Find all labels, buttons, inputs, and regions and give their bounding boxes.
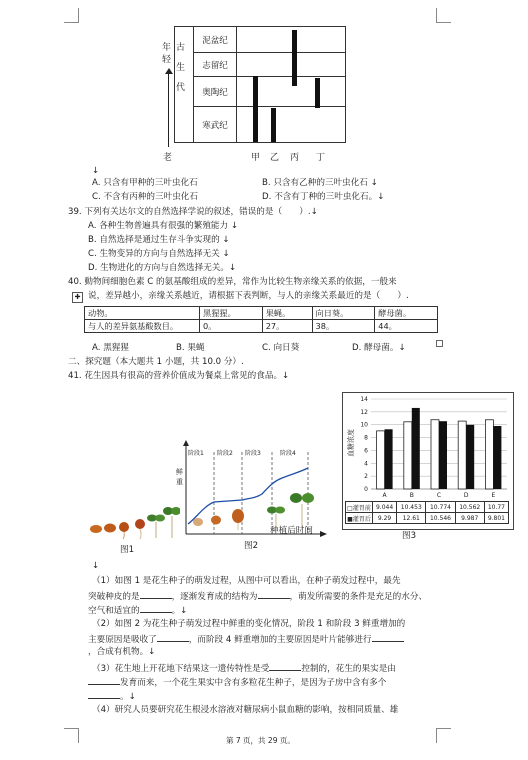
species-label-bing: 丙 (290, 153, 300, 163)
fig2-leaf-4b (275, 507, 285, 514)
fig3-category-label: D (463, 492, 469, 499)
fig3-data-table (345, 501, 509, 524)
fig2-y-arrow (183, 440, 189, 446)
q38-mark: ↓ (92, 166, 100, 176)
seed-4 (135, 519, 145, 529)
range-bar-bing (292, 30, 297, 86)
seed-2 (104, 524, 116, 533)
fig2-stage-2: 阶段2 (217, 450, 233, 457)
period-ordovician: 奥陶纪 (194, 77, 237, 107)
q40-table (84, 306, 438, 333)
q40-option-d: D. 酵母菌。↓ (352, 343, 406, 353)
q40-option-b: B. 果蝇 (176, 343, 205, 353)
fig3-row-before: □灌胃前 9.044 10.453 10.774 10.562 10.77 (346, 502, 509, 513)
fig3-bar-after-E (493, 426, 501, 489)
fig3-row-after: ■灌胃后 9.29 12.61 10.546 9.987 9.801 (346, 513, 509, 524)
fig3-category-label: B (409, 492, 414, 499)
corner-mark-bottom-right (436, 728, 451, 743)
q41-stem: 41. 花生因具有很高的营养价值成为餐桌上常见的食品。↓ (68, 371, 290, 381)
period-devonian: 泥盆纪 (194, 27, 237, 53)
q39-option-c: C. 生物变异的方向与自然选择无关 ↓ (88, 249, 230, 259)
q40-header-sunflower: 向日葵。 (312, 307, 375, 320)
geo-chart (160, 20, 350, 170)
fig2-y-label-1: 鲜 (176, 468, 183, 476)
blank-6[interactable] (269, 662, 301, 671)
range-bar-jia (253, 76, 258, 142)
q39-option-b: B. 自然选择是通过生存斗争实现的 ↓ (88, 235, 230, 245)
q40-stem-line2: 说，差异越小，亲缘关系越近，请根据下表判断，与人的亲缘关系最近的是（ ）. (88, 291, 409, 301)
blank-1[interactable] (140, 590, 172, 599)
q41-part1-line2: 突破种皮的是 ，逐渐发育成的结构为 ，萌发所需要的条件是充足的水分、 (88, 592, 428, 602)
q41-part2-line1: （2）如图 2 为花生种子萌发过程中鲜重的变化情况，阶段 1 和阶段 3 鲜重增加的 (92, 619, 406, 629)
q40-cell-yeast: 44。 (375, 320, 438, 333)
species-label-jia: 甲 (251, 153, 261, 163)
fig3-tick-label: 4 (364, 460, 368, 468)
fig3-cats (383, 492, 496, 499)
q40-header-yeast: 酵母菌。 (375, 307, 438, 320)
q41-part2-line3: ，合成有机物。↓ (88, 647, 156, 657)
age-axis-arrow (168, 72, 169, 147)
fig3-tick-label: 0 (364, 486, 368, 493)
fig2-x-label: 种植后时间 (270, 526, 313, 536)
fig2-seed-1 (193, 518, 203, 526)
q38-option-d: D. 不含有丁种的三叶虫化石。↓ (262, 192, 385, 202)
figure3-caption: 图3 (402, 531, 417, 541)
seed-1 (90, 525, 102, 533)
fig3-tick-label: 6 (364, 447, 368, 455)
q41-para-mark: ↓ (92, 561, 100, 571)
fig2-stage-4: 阶段4 (280, 450, 296, 457)
fig3-category-label: E (491, 492, 496, 499)
fig3-bars (377, 408, 502, 489)
blank-3[interactable] (140, 604, 172, 613)
q38-option-b: B. 只含有乙种的三叶虫化石 ↓ (262, 178, 378, 188)
q41-part3-line3: 。↓ (88, 690, 136, 703)
q40-header-animal: 动物。 (85, 307, 200, 320)
fig3-category-label: A (382, 492, 387, 499)
fig3-bar-after-B (412, 408, 420, 489)
q41-part1-line1: （1）如图 1 是花生种子的萌发过程，从图中可以看出，在种子萌发过程中，最先 (92, 576, 401, 586)
figure2-caption: 图2 (244, 541, 259, 551)
fig2-x-arrow (320, 531, 327, 537)
q41-part3-line1: （3）花生地上开花地下结果这一遗传特性是受 控制的，花生的果实是由 (92, 664, 396, 674)
fig2-y-label-2: 重 (176, 478, 183, 486)
fig2-seed-3 (232, 509, 244, 523)
fig3-bar-before-B (404, 422, 412, 489)
q40-row-label: 与人的差异氨基酸数目。 (85, 320, 200, 333)
period-table (174, 26, 346, 143)
period-silurian: 志留纪 (194, 53, 237, 77)
blank-7[interactable] (88, 676, 120, 685)
figure1-germination (88, 500, 180, 540)
corner-mark-top-right (436, 8, 451, 23)
species-label-ding: 丁 (316, 153, 326, 163)
q40-option-a: A. 黑猩猩 (92, 343, 129, 353)
fig2-stage-1: 阶段1 (188, 450, 204, 457)
fig3-bar-after-D (466, 425, 474, 489)
fig3-bar-before-A (377, 431, 385, 489)
q39-option-a: A. 各种生物普遍具有很强的繁殖能力 ↓ (88, 221, 239, 231)
blank-5[interactable] (372, 633, 404, 642)
q40-cell-sunflower: 38。 (312, 320, 375, 333)
age-axis-arrowhead (165, 68, 173, 74)
q39-option-d: D. 生物进化的方向与自然选择无关。↓ (88, 263, 237, 273)
leaf-5b (155, 515, 165, 522)
range-bar-yi (271, 108, 276, 142)
seed-3 (119, 522, 129, 532)
page-footer: 第 7 页，共 29 页。 (226, 736, 295, 745)
range-bar-ding (315, 78, 320, 108)
era-label: 古 生 代 (176, 43, 186, 93)
fig2-leaf-5a (290, 493, 302, 503)
fig3-bar-after-A (385, 429, 393, 489)
table-move-handle[interactable]: ✚ (72, 292, 83, 303)
q40-cell-fly: 27。 (262, 320, 312, 333)
q40-header-chimp: 黑猩猩。 (200, 307, 263, 320)
q41-part1-line3: 空气和适宜的 。↓ (88, 606, 188, 616)
fig3-bar-after-C (439, 421, 447, 489)
fig3-tick-label: 12 (360, 408, 368, 416)
freshweight-curve (188, 468, 308, 524)
fig3-tick-label: 10 (360, 421, 368, 429)
figure3-bar-chart (343, 393, 513, 501)
fig2-leaf-5b (302, 493, 314, 503)
old-label: 老 (163, 153, 173, 163)
fig3-bar-before-E (485, 420, 493, 489)
fig3-tick-label: 14 (360, 396, 368, 403)
q38-option-a: A. 只含有甲种的三叶虫化石 (92, 178, 198, 188)
species-label-yi: 乙 (270, 153, 280, 163)
blank-8[interactable] (88, 690, 120, 699)
corner-mark-bottom-left (64, 728, 79, 743)
age-axis-label: 年 轻 (162, 43, 172, 65)
fig3-category-label: C (436, 492, 442, 499)
q40-cell-chimp: 0。 (200, 320, 263, 333)
table-resize-handle[interactable] (436, 340, 443, 347)
q40-option-c: C. 向日葵 (262, 343, 300, 353)
period-cambrian: 寒武纪 (194, 107, 237, 143)
q41-part3-line2: 发育而来，一个花生果实中含有多粒花生种子，是因为子房中含有多个 (88, 676, 386, 689)
q38-option-c: C. 不含有丙种的三叶虫化石 (92, 192, 198, 202)
q40-stem-line1: 40. 動物间细胞色素 C 的氨基酸组成的差异，常作为比较生物亲缘关系的依据，一般来 (68, 277, 397, 287)
fig3-bar-before-C (431, 420, 439, 489)
blank-4[interactable] (157, 633, 189, 642)
corner-mark-top-left (64, 8, 79, 23)
fig3-ticks (360, 396, 368, 493)
fig3-tick-label: 8 (364, 434, 368, 442)
fig3-tick-label: 2 (364, 473, 368, 481)
blank-2[interactable] (258, 590, 290, 599)
q41-part4-line1: （4）研究人员要研究花生根浸水溶液对糖尿病小鼠血糖的影响，按相同质量、雄 (92, 705, 399, 715)
q39-stem: 39. 下列有关达尔文的自然选择学说的叙述，错误的是（ ）.↓ (68, 207, 318, 217)
root-4 (140, 529, 141, 539)
figure1-caption: 图1 (120, 545, 135, 555)
fig2-seed-2 (211, 516, 221, 525)
root-3 (123, 532, 124, 539)
fig3-y-title: 血糖浓度 (347, 429, 355, 457)
section-heading: 二、探究题（本大题共 1 小题，共 10.0 分）. (68, 357, 244, 367)
q41-part2-line2: 主要原因是吸收了 ，而阶段 4 鲜重增加的主要原因是叶片能够进行 (88, 633, 404, 646)
fig3-bar-before-D (458, 421, 466, 489)
fig2-stage-3: 阶段3 (245, 450, 261, 457)
figure3-box (342, 392, 514, 530)
q40-header-fly: 果蝇。 (262, 307, 312, 320)
